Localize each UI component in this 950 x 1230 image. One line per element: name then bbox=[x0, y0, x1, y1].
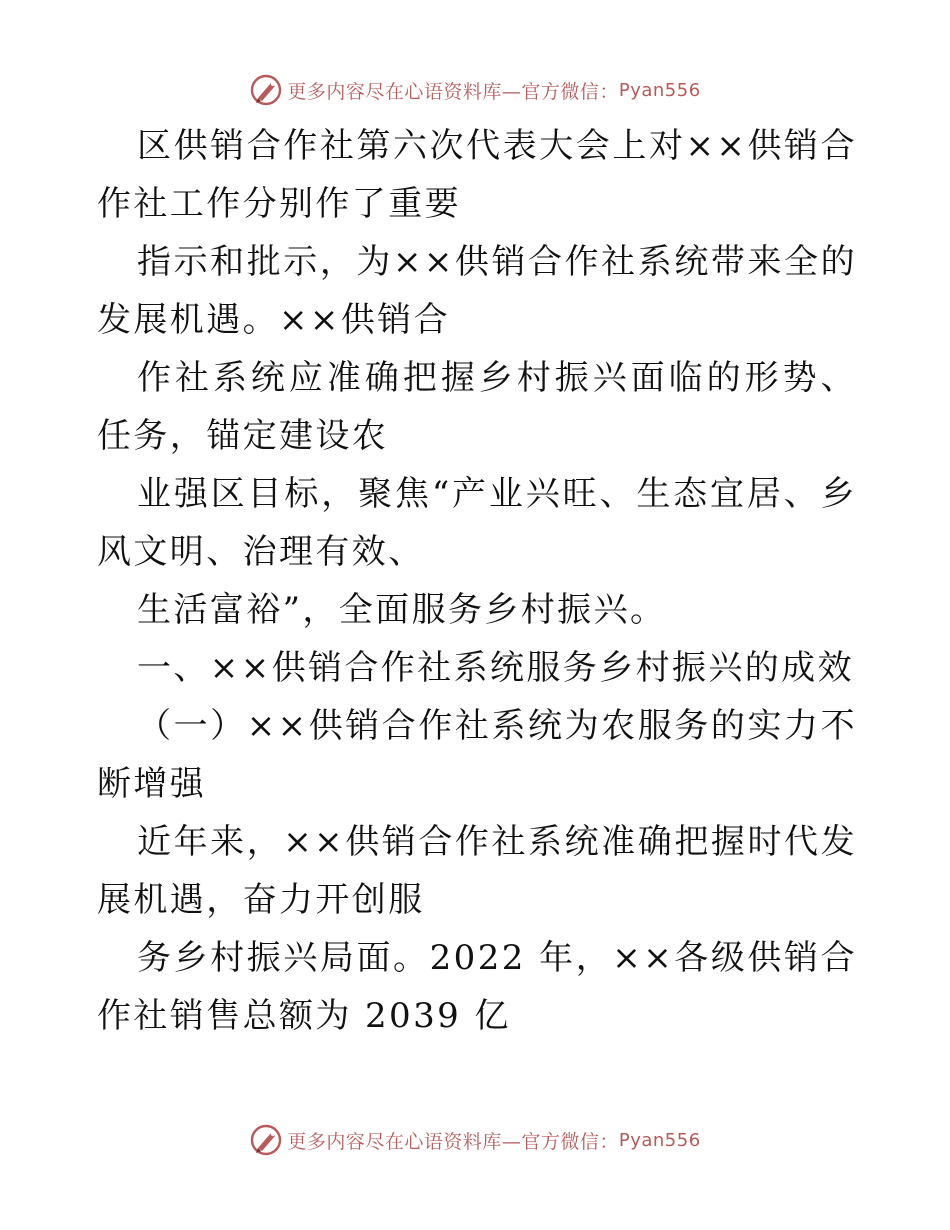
paragraph: 作社系统应准确把握乡村振兴面临的形势、任务，锚定建设农 bbox=[97, 358, 857, 456]
watermark-handle: Pyan556 bbox=[618, 1129, 701, 1151]
paragraph: 区供销合作社第六次代表大会上对××供销合作社工作分别作了重要 bbox=[97, 126, 857, 224]
document-body bbox=[97, 117, 857, 1045]
section-heading: 一、××供销合作社系统服务乡村振兴的成效 bbox=[137, 648, 854, 688]
paragraph: 指示和批示，为××供销合作社系统带来全的发展机遇。××供销合 bbox=[97, 242, 857, 340]
paragraph: 务乡村振兴局面。2022 年，××各级供销合作社销售总额为 2039 亿 bbox=[97, 938, 857, 1036]
header-watermark bbox=[0, 73, 950, 107]
pen-logo-icon bbox=[249, 73, 283, 107]
footer-watermark bbox=[0, 1123, 950, 1157]
paragraph: 近年来，××供销合作社系统准确把握时代发展机遇，奋力开创服 bbox=[97, 822, 857, 920]
pen-logo-icon bbox=[249, 1123, 283, 1157]
watermark-handle: Pyan556 bbox=[618, 79, 701, 101]
watermark-text: 更多内容尽在心语资料库—官方微信： bbox=[287, 80, 619, 103]
paragraph: 生活富裕”，全面服务乡村振兴。 bbox=[137, 590, 667, 630]
paragraph: 业强区目标，聚焦“产业兴旺、生态宜居、乡风文明、治理有效、 bbox=[97, 474, 857, 572]
subsection-heading: （一）××供销合作社系统为农服务的实力不断增强 bbox=[97, 706, 857, 804]
watermark-text: 更多内容尽在心语资料库—官方微信： bbox=[287, 1130, 619, 1153]
